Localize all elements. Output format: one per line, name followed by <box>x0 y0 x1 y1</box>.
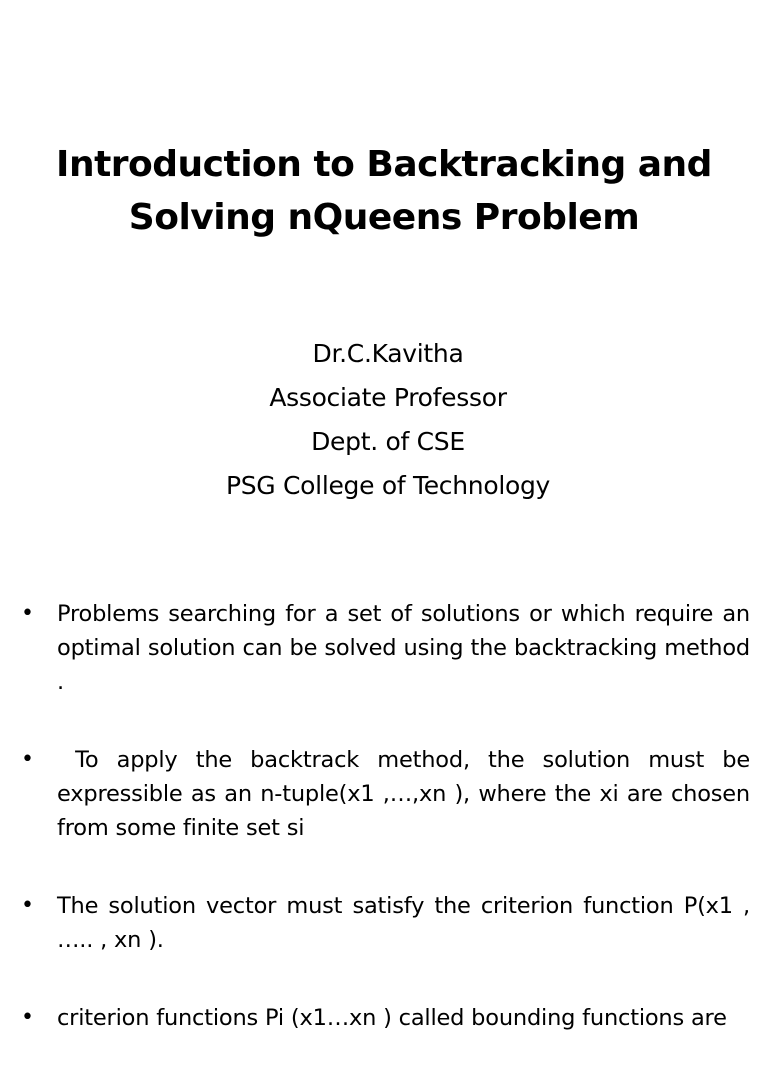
bullet-item <box>0 889 768 957</box>
slide-title-line: Solving nQueens Problem <box>128 197 640 238</box>
bullet-item <box>0 743 768 845</box>
author-block <box>0 332 768 508</box>
bullet-marker: • <box>21 893 34 918</box>
bullet-item <box>0 1001 768 1035</box>
slide-title-line: Introduction to Backtracking and <box>56 144 712 185</box>
bullet-text: criterion functions Pi (x1…xn ) called bounding functions are <box>57 1005 727 1031</box>
bullet-marker: • <box>21 1005 34 1030</box>
bullet-text: Problems searching for a set of solutions or which require an optimal solution can be solved using the backtracking method . <box>57 601 750 695</box>
author-position: Associate Professor <box>269 383 507 412</box>
bullet-marker: • <box>21 601 34 626</box>
author-department: Dept. of CSE <box>311 427 465 456</box>
slide-title <box>0 138 768 244</box>
bullet-list <box>0 597 768 1079</box>
bullet-text: To apply the backtrack method, the solution must be expressible as an n-tuple(x1 ,…,xn ), where the xi are chosen from some finite set si <box>57 747 757 841</box>
bullet-marker: • <box>21 747 34 772</box>
author-institution: PSG College of Technology <box>225 471 551 500</box>
author-name: Dr.C.Kavitha <box>312 339 464 368</box>
bullet-text: The solution vector must satisfy the criterion function P(x1 , ….. , xn ). <box>57 893 750 953</box>
bullet-item <box>0 597 768 699</box>
